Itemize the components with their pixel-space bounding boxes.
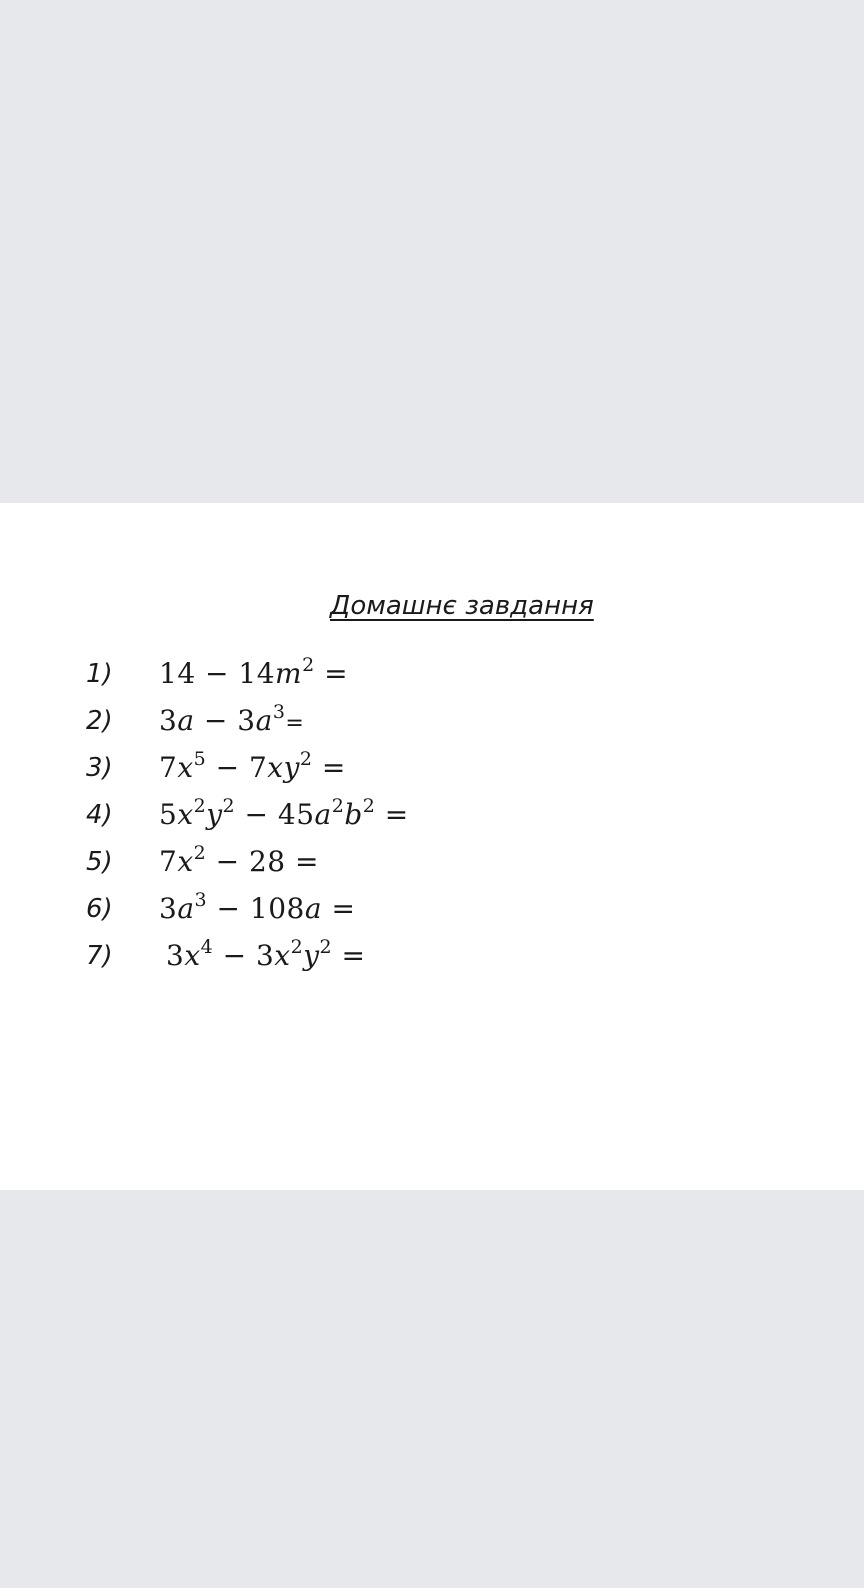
task-number: 3) [86,753,113,783]
task-expression [159,888,356,925]
task-expression [159,747,346,784]
expr-text: $3a - 3a^3=$ [159,700,305,737]
task-number: 4) [86,800,113,830]
task-expression [159,700,305,737]
expr-text: $3x^4 - 3x^2y^2$ = [166,935,366,972]
task-number: 2) [86,706,113,736]
task-number: 6) [86,894,113,924]
expr-text: $14 - 14m^2$ = [159,653,349,690]
task-expression [159,653,349,690]
document-page [0,503,864,1190]
expr-text: $7x^5 - 7xy^2$ = [159,747,346,784]
top-gray-band [0,0,864,503]
task-number: 7) [86,941,113,971]
bottom-gray-band [0,1190,864,1588]
expr-text: $5x^2y^2 - 45a^2b^2$ = [159,794,409,831]
task-expression [159,841,319,878]
task-expression [166,935,366,972]
task-number: 1) [86,659,113,689]
task-expression [159,794,409,831]
task-number: 5) [86,847,113,877]
page-title: Домашнє завдання [330,591,594,621]
expr-text: $3a^3 - 108a$ = [159,888,356,925]
expr-text: $7x^2 - 28$ = [159,841,319,878]
